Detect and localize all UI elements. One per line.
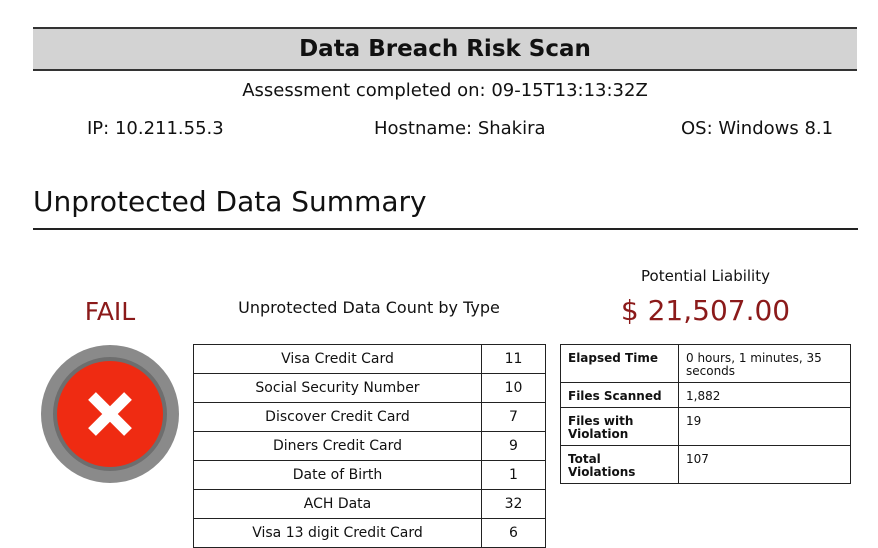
count-cell: 7 — [482, 403, 546, 432]
ip-address: IP: 10.211.55.3 — [87, 118, 224, 139]
table-row — [194, 345, 546, 374]
stat-label: Files with Violation — [561, 408, 679, 446]
fail-x-icon — [40, 344, 180, 488]
count-cell: 10 — [482, 374, 546, 403]
table-row — [561, 345, 851, 383]
table-row — [561, 383, 851, 408]
liability-label: Potential Liability — [641, 267, 770, 285]
data-type-cell: ACH Data — [194, 490, 482, 519]
table-row — [194, 519, 546, 548]
table-row — [194, 490, 546, 519]
data-type-cell: Date of Birth — [194, 461, 482, 490]
counts-table-title: Unprotected Data Count by Type — [238, 298, 500, 317]
report-title: Data Breach Risk Scan — [299, 36, 591, 62]
data-count-table — [193, 344, 546, 548]
table-row — [194, 461, 546, 490]
stat-value: 1,882 — [679, 383, 851, 408]
section-title: Unprotected Data Summary — [33, 185, 427, 218]
stat-value: 107 — [679, 446, 851, 484]
table-row — [194, 432, 546, 461]
data-type-cell: Social Security Number — [194, 374, 482, 403]
operating-system: OS: Windows 8.1 — [681, 118, 834, 139]
stat-label: Files Scanned — [561, 383, 679, 408]
scan-stats-table — [560, 344, 851, 484]
count-cell: 32 — [482, 490, 546, 519]
stat-label: Elapsed Time — [561, 345, 679, 383]
stat-label: Total Violations — [561, 446, 679, 484]
count-cell: 9 — [482, 432, 546, 461]
table-row — [194, 374, 546, 403]
count-cell: 11 — [482, 345, 546, 374]
data-type-cell: Visa Credit Card — [194, 345, 482, 374]
count-cell: 6 — [482, 519, 546, 548]
stat-value: 19 — [679, 408, 851, 446]
liability-value: $ 21,507.00 — [620, 294, 791, 327]
count-cell: 1 — [482, 461, 546, 490]
stat-value: 0 hours, 1 minutes, 35 seconds — [679, 345, 851, 383]
section-divider — [33, 228, 858, 230]
data-type-cell: Diners Credit Card — [194, 432, 482, 461]
table-row — [561, 408, 851, 446]
table-row — [194, 403, 546, 432]
data-type-cell: Visa 13 digit Credit Card — [194, 519, 482, 548]
hostname: Hostname: Shakira — [374, 118, 546, 139]
status-label: FAIL — [84, 297, 136, 326]
report-title-bar — [33, 27, 857, 71]
data-type-cell: Discover Credit Card — [194, 403, 482, 432]
table-row — [561, 446, 851, 484]
assessment-timestamp: Assessment completed on: 09-15T13:13:32Z — [242, 80, 648, 101]
